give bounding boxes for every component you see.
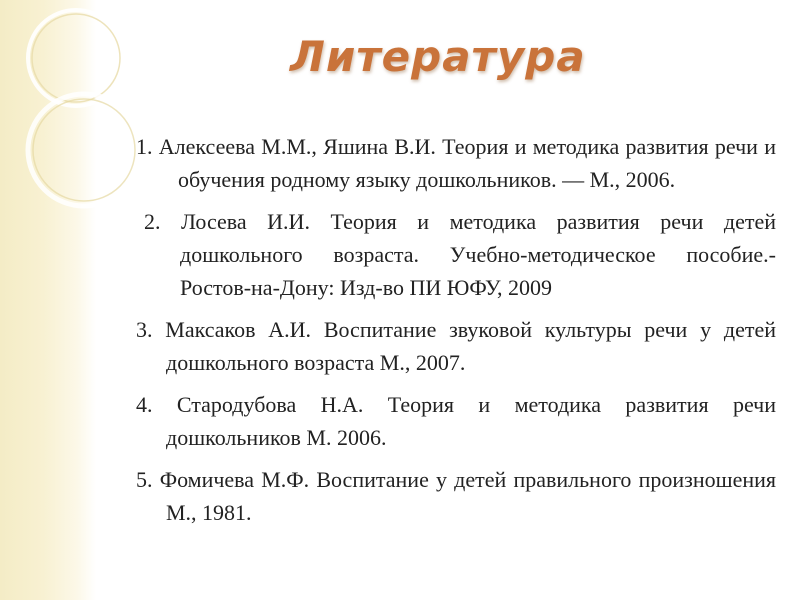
- item-number: 1.: [136, 134, 153, 159]
- item-text: Стародубова Н.А. Теория и методика развития речи дошкольников М. 2006.: [166, 392, 776, 450]
- item-text: Максаков А.И. Воспитание звуковой культуры речи у детей дошкольного возраста М., 2007.: [165, 317, 776, 375]
- list-item: [136, 313, 776, 379]
- list-item: [136, 130, 776, 196]
- item-number: 4.: [136, 392, 153, 417]
- item-number: 2.: [144, 209, 161, 234]
- item-number: 3.: [136, 317, 153, 342]
- page-title: Литература: [290, 32, 586, 81]
- arc-ring-icon: [0, 0, 140, 220]
- list-item: [136, 388, 776, 454]
- item-text: Фомичева М.Ф. Воспитание у детей правильного произношения М., 1981.: [159, 467, 776, 525]
- reference-list: [136, 130, 776, 538]
- list-item: [136, 463, 776, 529]
- item-text: Лосева И.И. Теория и методика развития речи детей дошкольного возраста. Учебно-методическое пособие.- Ростов-на-Дону: Изд-во ПИ ЮФУ, 2009: [180, 209, 777, 300]
- item-number: 5.: [136, 467, 153, 492]
- item-text: Алексеева М.М., Яшина В.И. Теория и методика развития речи и обучения родному языку дошкольников. — М., 2006.: [158, 134, 776, 192]
- list-item: [136, 205, 776, 304]
